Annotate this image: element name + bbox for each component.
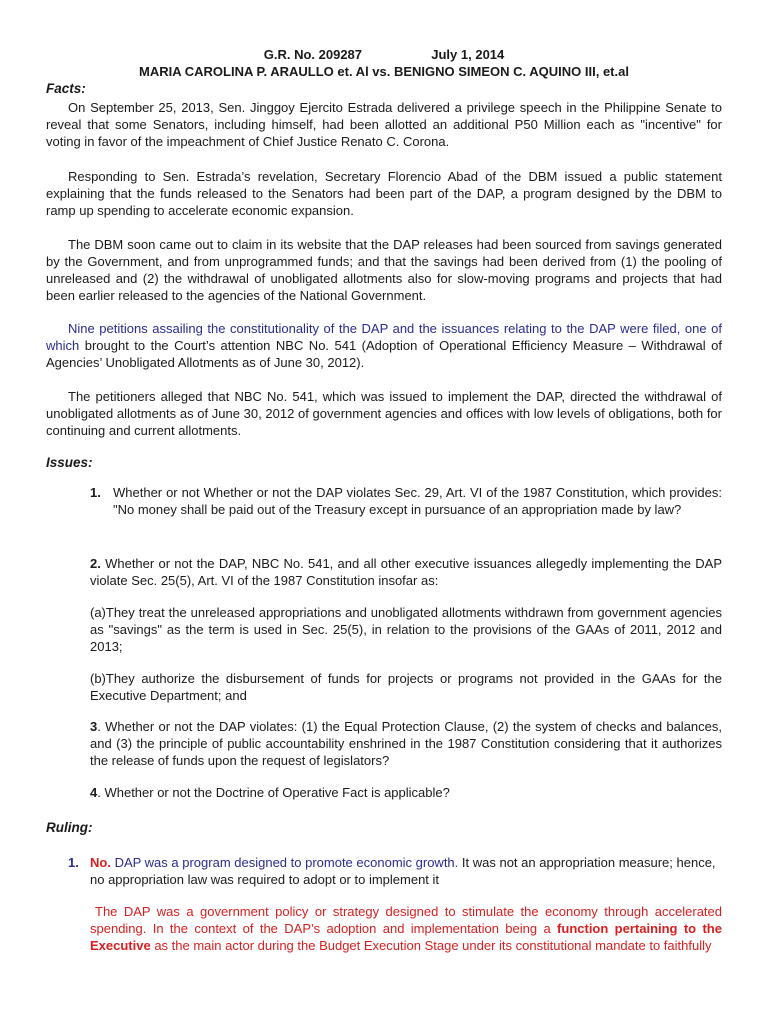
facts-paragraph-1: On September 25, 2013, Sen. Jinggoy Ejercito Estrada delivered a privilege speech in the Philippine Senate to reveal that some Senators, including himself, had been allotted an additional P50 Million each as "incentive" for voting in favor of the impeachment of Chief Justice Renato C. Corona. [46,100,722,149]
case-title-line [0,46,768,63]
issue-2b: (b)They authorize the disbursement of funds for projects or programs not provided in the GAAs for the Executive Department; and [90,671,722,703]
facts-paragraph-2: Responding to Sen. Estrada’s revelation, Secretary Florencio Abad of the DBM issued a public statement explaining that the funds released to the Senators had been part of the DAP, a program designed by the DBM to ramp up spending to accelerate economic expansion. [46,169,722,218]
facts-paragraph-5: The petitioners alleged that NBC No. 541, which was issued to implement the DAP, directed the withdrawal of unobligated allotments as of June 30, 2012 of government agencies and offices with low levels of obligations, both for continuing and current allotments. [46,389,722,438]
case-number: G.R. No. 209287 [263,47,363,62]
ruling-red-text-1: The DAP was a government policy or strategy designed to stimulate the economy through accelerated spending. In the context of the DAP’s adoption and implementation being a [90,904,722,936]
issue-3-text: . Whether or not the DAP violates: (1) the Equal Protection Clause, (2) the system of checks and balances, and (3) the principle of public accountability enshrined in the 1987 Constitution considering that it authorizes the release of funds upon the request of legislators? [90,719,722,768]
issue-3 [90,718,722,769]
issue-2 [90,555,722,589]
facts-heading: Facts: [46,81,86,96]
petitions-highlight: Nine petitions assailing the constitutionality of the DAP and the issuances relating to the DAP were filed, one of which [46,321,722,353]
facts-paragraph-4-rest: brought to the Court’s attention NBC No. 541 (Adoption of Operational Efficiency Measure – Withdrawal of Agencies’ Unobligated Allotments as of June 30, 2012). [46,338,722,370]
ruling-1-answer: No. [90,855,111,870]
issue-3-number: 3 [90,719,98,734]
issue-4 [90,784,722,801]
case-date: July 1, 2014 [431,47,505,62]
ruling-1-rest: It was not an appropriation measure; hence, no appropriation law was required to adopt or to implement it [90,855,716,887]
issue-1 [90,484,722,518]
ruling-red-text-2: as the main actor during the Budget Execution Stage under its constitutional mandate to faithfully [150,938,712,953]
issues-heading: Issues: [46,455,93,470]
issue-2-number: 2. [90,556,101,571]
ruling-1-blue-text: DAP was a program designed to promote economic growth. [110,855,459,870]
ruling-red-bold: function pertaining to the Executive [90,921,722,953]
ruling-red-paragraph [90,903,722,954]
ruling-1-text [90,854,722,888]
issue-1-text: Whether or not Whether or not the DAP violates Sec. 29, Art. VI of the 1987 Constitution, which provides: "No money shall be paid out of the Treasury except in pursuance of an appropriation made by law? [113,485,722,517]
issue-1-number: 1. [90,485,101,500]
ruling-1-number: 1. [68,855,79,870]
ruling-heading: Ruling: [46,820,93,835]
case-parties: MARIA CAROLINA P. ARAULLO et. Al vs. BENIGNO SIMEON C. AQUINO III, et.al [139,64,629,79]
ruling-1 [68,854,722,888]
issue-4-text: . Whether or not the Doctrine of Operative Fact is applicable? [97,785,450,800]
issue-2a: (a)They treat the unreleased appropriations and unobligated allotments withdrawn from government agencies as "savings" as the term is used in Sec. 25(5), in relation to the provisions of the GAAs of 2011, 2012 and 2013; [90,605,722,654]
issue-4-number: 4 [90,785,98,800]
issue-2-text: Whether or not the DAP, NBC No. 541, and all other executive issuances allegedly implementing the DAP violate Sec. 25(5), Art. VI of the 1987 Constitution insofar as: [90,556,722,588]
facts-paragraph-4 [46,320,722,371]
facts-paragraph-3: The DBM soon came out to claim in its website that the DAP releases had been sourced from savings generated by the Government, and from unprogrammed funds; and that the savings had been derived from (1) the pooling of unreleased and (2) the withdrawal of unobligated allotments also for slow-moving programs and projects that had been earlier released to the agencies of the National Government. [46,237,722,303]
